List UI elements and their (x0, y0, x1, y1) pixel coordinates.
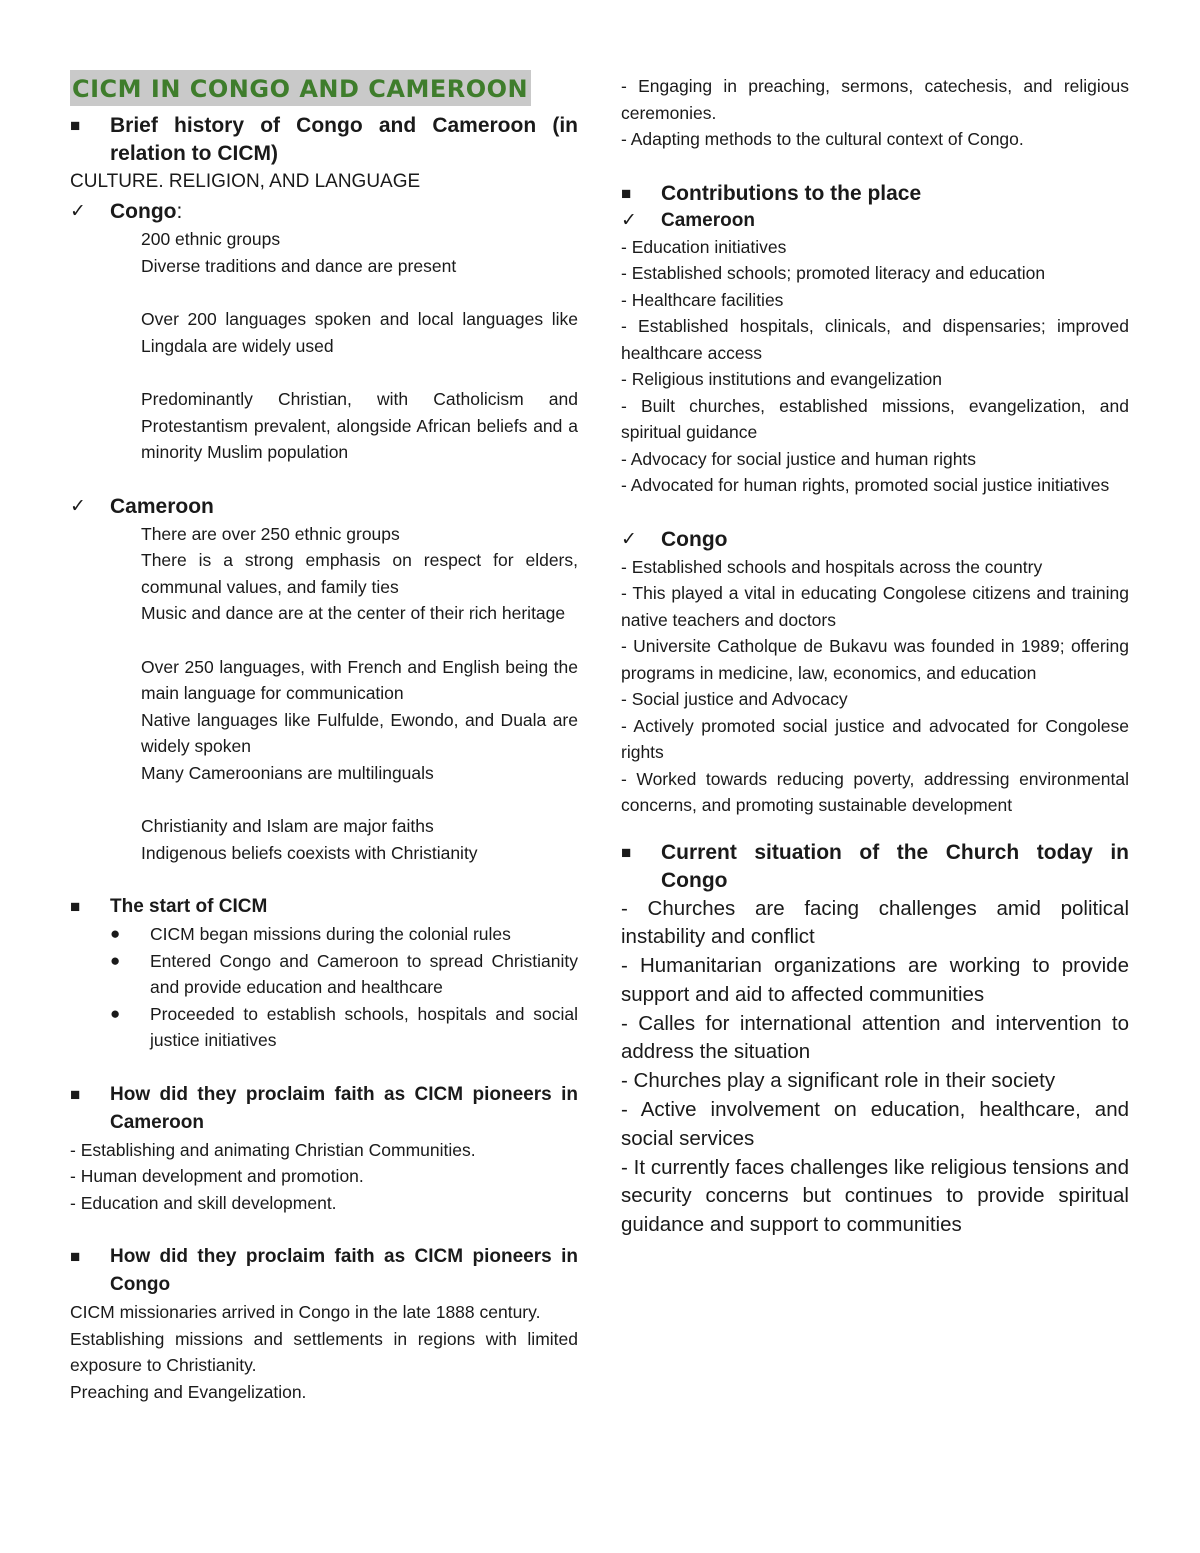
current-line: - Active involvement on education, healthcare, and social services (621, 1098, 1129, 1150)
congo-subheading (70, 198, 578, 226)
square-bullet-icon: ■ (621, 842, 632, 862)
proclaim-congo-continued-line: - Adapting methods to the cultural context of Congo. (621, 129, 1024, 149)
cameroon-line: Indigenous beliefs coexists with Christianity (141, 842, 478, 863)
heading-proclaim-cameroon (70, 1081, 578, 1137)
page-title: CICM IN CONGO AND CAMEROON (70, 70, 531, 106)
heading-current-situation (621, 839, 1129, 895)
list-item: ● Entered Congo and Cameroon to spread Christianity and provide education and healthcare (70, 948, 578, 1001)
contrib-cameroon-line: - Established schools; promoted literacy and education (621, 263, 1046, 283)
list-item: ● Proceeded to establish schools, hospitals and social justice initiatives (70, 1001, 578, 1054)
checkmark-icon: ✓ (70, 495, 86, 517)
square-bullet-icon: ■ (70, 116, 81, 135)
cameroon-line: Many Cameroonians are multilinguals (141, 762, 434, 783)
current-line: - Calles for international attention and intervention to address the situation (621, 1011, 1129, 1064)
proclaim-cameroon-line: - Establishing and animating Christian Communities. (70, 1139, 476, 1160)
contrib-cameroon-label: Cameroon (661, 209, 755, 231)
congo-languages: Over 200 languages spoken and local languages like Lingdala are widely used (141, 309, 578, 356)
current-line: - Churches are facing challenges amid political instability and conflict (621, 896, 1129, 949)
culture-heading: CULTURE. RELIGION, AND LANGUAGE (70, 171, 421, 192)
contrib-congo-line: - Worked towards reducing poverty, addressing environmental concerns, and promoting sustainable development (621, 768, 1129, 815)
contrib-congo-line: - Actively promoted social justice and advocated for Congolese rights (621, 715, 1129, 762)
proclaim-congo-line: Preaching and Evangelization. (70, 1381, 307, 1402)
heading-proclaim-cameroon-text: How did they proclaim faith as CICM pioneers in Cameroon (110, 1083, 578, 1133)
cameroon-label: Cameroon (110, 494, 214, 518)
congo-religion: Predominantly Christian, with Catholicism and Protestantism prevalent, alongside African beliefs and a minority Muslim population (141, 389, 578, 462)
proclaim-congo-continued-line: - Engaging in preaching, sermons, catechesis, and religious ceremonies. (621, 76, 1129, 123)
congo-line: Diverse traditions and dance are present (141, 255, 457, 276)
square-bullet-icon: ■ (70, 897, 81, 916)
cameroon-line: There are over 250 ethnic groups (141, 523, 400, 544)
contrib-cameroon-line: - Education initiatives (621, 236, 787, 257)
cameroon-subheading (70, 493, 578, 521)
heading-proclaim-congo (70, 1243, 578, 1299)
current-line: - Churches play a significant role in their society (621, 1069, 1056, 1093)
cameroon-line: Over 250 languages, with French and English being the main language for communication (141, 656, 578, 703)
contrib-cameroon-line: - Healthcare facilities (621, 289, 784, 310)
congo-line: 200 ethnic groups (141, 229, 281, 249)
cameroon-line: Christianity and Islam are major faiths (141, 816, 434, 836)
heading-brief-history-text: Brief history of Congo and Cameroon (in relation to CICM) (110, 114, 578, 165)
square-bullet-icon: ■ (621, 183, 632, 203)
contrib-cameroon-subheading (621, 208, 1129, 234)
contrib-congo-line: - This played a vital in educating Congolese citizens and training native teachers and doctors (621, 583, 1129, 630)
left-column (70, 70, 578, 1405)
checkmark-icon: ✓ (70, 201, 86, 222)
right-column (621, 73, 1129, 1240)
contrib-cameroon-line: - Religious institutions and evangelization (621, 369, 943, 389)
checkmark-icon: ✓ (621, 528, 637, 550)
proclaim-congo-line: CICM missionaries arrived in Congo in the late 1888 century. (70, 1302, 541, 1322)
bullet-dot-icon: ● (110, 950, 121, 970)
heading-start-text: The start of CICM (110, 896, 268, 917)
contrib-congo-subheading (621, 526, 1129, 554)
list-item: ● CICM began missions during the colonial rules (70, 921, 578, 948)
heading-proclaim-congo-text: How did they proclaim faith as CICM pioneers in Congo (110, 1246, 578, 1295)
contrib-congo-line: - Established schools and hospitals across the country (621, 556, 1043, 577)
current-line: - Humanitarian organizations are working to provide support and aid to affected communities (621, 954, 1129, 1006)
current-line: - It currently faces challenges like religious tensions and security concerns but continues to provide spiritual guidance and support to communities (621, 1155, 1129, 1237)
contrib-cameroon-line: - Built churches, established missions, evangelization, and spiritual guidance (621, 395, 1129, 442)
bullet-dot-icon: ● (110, 1003, 121, 1023)
square-bullet-icon: ■ (70, 1084, 81, 1104)
square-bullet-icon: ■ (70, 1247, 81, 1266)
checkmark-icon: ✓ (621, 209, 637, 231)
heading-brief-history (70, 112, 578, 168)
contrib-cameroon-line: - Advocated for human rights, promoted social justice initiatives (621, 475, 1110, 495)
cameroon-line: Native languages like Fulfulde, Ewondo, and Duala are widely spoken (141, 709, 578, 756)
congo-label: Congo: (110, 200, 183, 223)
cameroon-line: Music and dance are at the center of their rich heritage (141, 603, 566, 623)
heading-current-text: Current situation of the Church today in Congo (661, 840, 1129, 892)
proclaim-congo-line: Establishing missions and settlements in regions with limited exposure to Christianity. (70, 1328, 578, 1375)
heading-contributions-text: Contributions to the place (661, 181, 922, 205)
proclaim-cameroon-line: - Education and skill development. (70, 1192, 337, 1213)
contrib-congo-label: Congo (661, 527, 728, 551)
contrib-congo-line: - Social justice and Advocacy (621, 689, 848, 709)
cameroon-line: There is a strong emphasis on respect for elders, communal values, and family ties (141, 550, 578, 597)
proclaim-cameroon-line: - Human development and promotion. (70, 1166, 364, 1186)
heading-start-of-cicm (70, 893, 578, 921)
contrib-cameroon-line: - Established hospitals, clinicals, and dispensaries; improved healthcare access (621, 316, 1129, 363)
contrib-congo-line: - Universite Catholque de Bukavu was founded in 1989; offering programs in medicine, law, economics, and education (621, 636, 1129, 683)
heading-contributions (621, 180, 1129, 208)
bullet-dot-icon: ● (110, 924, 121, 943)
contrib-cameroon-line: - Advocacy for social justice and human rights (621, 448, 977, 469)
